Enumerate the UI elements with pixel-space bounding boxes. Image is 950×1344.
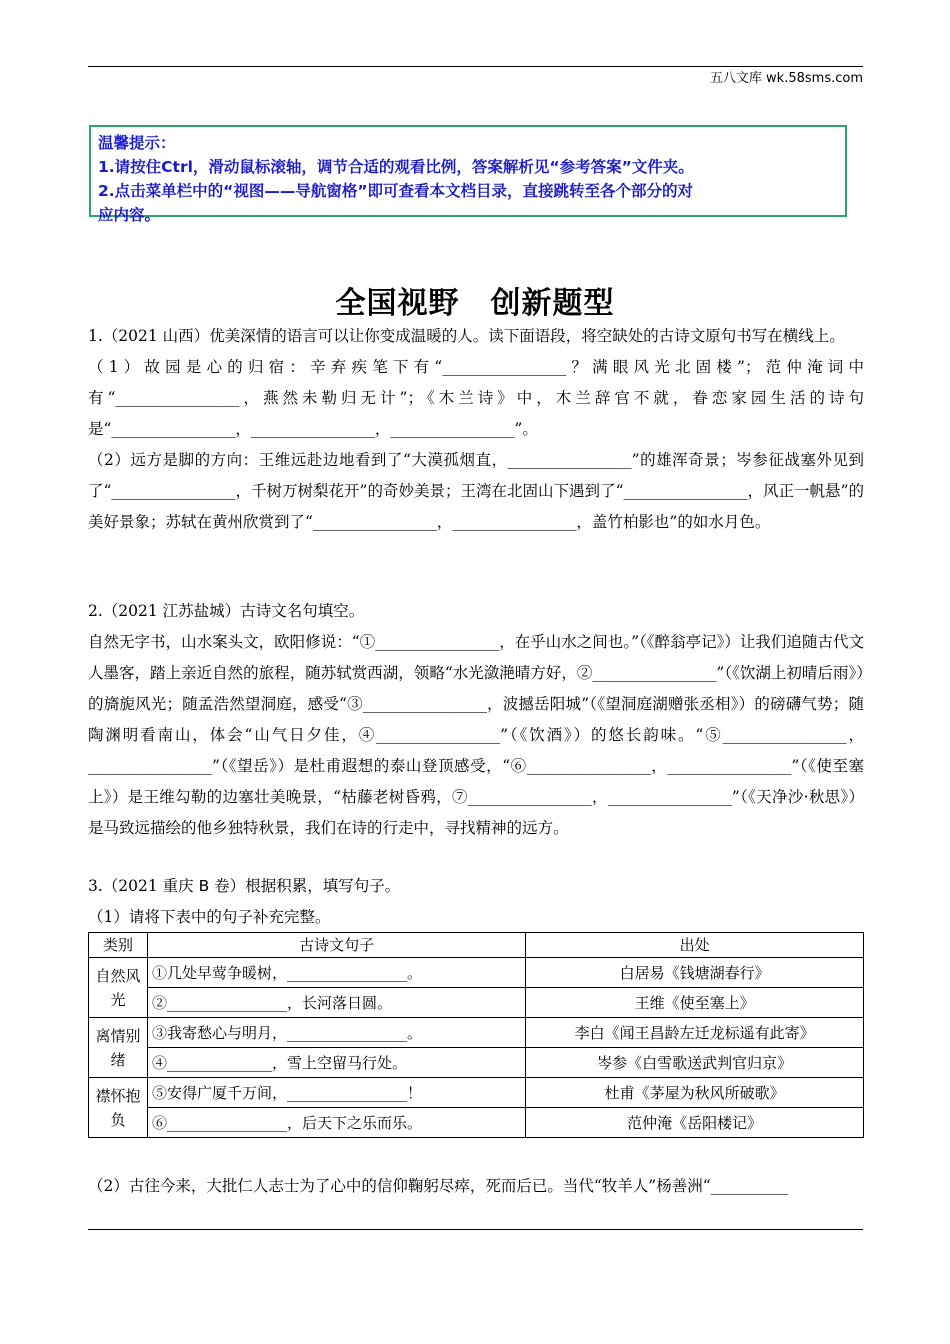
category-cell: 离情别绪: [89, 1018, 148, 1078]
sentence-cell: ②________________，长河落日圆。: [148, 988, 526, 1018]
category-cell: 襟怀抱负: [89, 1078, 148, 1138]
source-cell: 王维《使至塞上》: [526, 988, 864, 1018]
sentence-cell: ⑤安得广厦千万间，________________！: [148, 1078, 526, 1108]
source-cell: 杜甫《茅屋为秋风所破歌》: [526, 1078, 864, 1108]
table-row: [89, 958, 864, 988]
table-header-row: [89, 933, 864, 958]
tip-line-1: 1.请按住Ctrl，滑动鼠标滚轴，调节合适的观看比例，答案解析见“参考答案”文件夹。: [98, 158, 694, 176]
source-cell: 范仲淹《岳阳楼记》: [526, 1108, 864, 1138]
question-2-body: 自然无字书，山水案头文，欧阳修说：“①________________，在乎山水之间也。”（《醉翁亭记》）让我们追随古代文人墨客，踏上亲近自然的旅程，随苏轼赏西湖，领略“水光潋滟晴方好，②________________”（《饮湖上初晴后雨》）的旖旎风光；随孟浩然望洞庭，感受“③________________，波撼岳阳城”（《望洞庭湖赠张丞相》）的磅礴气势；随陶渊明看南山，体会“山气日夕佳，④________________”（《饮酒》）的悠长韵味。“⑤________________，________________”（《望岳》）是杜甫遐想的泰山登顶感受，“⑥________________，________________”（《使至塞上》）是王维勾勒的边塞壮美晚景，“枯藤老树昏鸦，⑦________________，________________”（《天净沙·秋思》）是马致远描绘的他乡独特秋景，我们在诗的行走中，寻找精神的远方。: [88, 633, 864, 837]
question-2-stem: 2.（2021 江苏盐城）古诗文名句填空。: [88, 602, 365, 620]
table-header-category: 类别: [89, 933, 148, 958]
question-1-stem: 1.（2021 山西）优美深情的语言可以让你变成温暖的人。读下面语段，将空缺处的古诗文原句书写在横线上。: [88, 327, 845, 345]
question-3-sub-1: （1）请将下表中的句子补充完整。: [88, 908, 331, 926]
source-cell: 白居易《钱塘湖春行》: [526, 958, 864, 988]
page-title: 全国视野 创新题型: [335, 286, 615, 321]
source-cell: 岑参《白雪歌送武判官归京》: [526, 1048, 864, 1078]
tip-line-3: 应内容。: [98, 206, 161, 224]
table-row: [89, 988, 864, 1018]
table-row: [89, 1078, 864, 1108]
question-3: [88, 871, 864, 933]
sentence-cell: ①几处早莺争暖树，________________。: [148, 958, 526, 988]
table-header-sentence: 古诗文句子: [148, 933, 526, 958]
question-1-part-1: （1）故园是心的归宿：辛弃疾笔下有“________________？满眼风光北固楼”；范仲淹词中有“________________，燕然未勒归无计”；《木兰诗》中，木兰辞官不就，眷恋家园生活的诗句是“________________，________________，________________”。: [88, 358, 864, 438]
source-cell: 李白《闻王昌龄左迁龙标遥有此寄》: [526, 1018, 864, 1048]
sentence-cell: ④______________，雪上空留马行处。: [148, 1048, 526, 1078]
table-row: [89, 1108, 864, 1138]
table-row: [89, 1018, 864, 1048]
question-3-part-2: [88, 1171, 864, 1202]
tip-title: 温馨提示：: [98, 134, 176, 152]
table-header-source: 出处: [526, 933, 864, 958]
question-2: [88, 596, 864, 844]
tip-box: [89, 125, 847, 224]
sentence-cell: ③我寄愁心与明月，________________。: [148, 1018, 526, 1048]
header-site: 五八文库 wk.58sms.com: [709, 71, 863, 86]
poem-table: [88, 932, 864, 1138]
question-3-sub-2: （2）古往今来，大批仁人志士为了心中的信仰鞠躬尽瘁，死而后已。当代“牧羊人”杨善洲“__________: [88, 1177, 789, 1195]
question-1: [88, 321, 864, 538]
footer-rule: [88, 1229, 863, 1230]
tip-line-2: 2.点击菜单栏中的“视图——导航窗格”即可查看本文档目录，直接跳转至各个部分的对: [98, 182, 694, 200]
question-1-part-2: （2）远方是脚的方向：王维远赴边地看到了“大漠孤烟直，________________”的雄浑奇景；岑参征战塞外见到了“________________，千树万树梨花开”的奇妙美景；王湾在北固山下遇到了“________________，风正一帆悬”的美好景象；苏轼在黄州欣赏到了“________________，________________，盖竹柏影也”的如水月色。: [88, 451, 864, 531]
question-3-stem: 3.（2021 重庆 B 卷）根据积累，填写句子。: [88, 877, 401, 895]
category-cell: 自然风光: [89, 958, 148, 1018]
sentence-cell: ⑥________________，后天下之乐而乐。: [148, 1108, 526, 1138]
table-row: [89, 1048, 864, 1078]
